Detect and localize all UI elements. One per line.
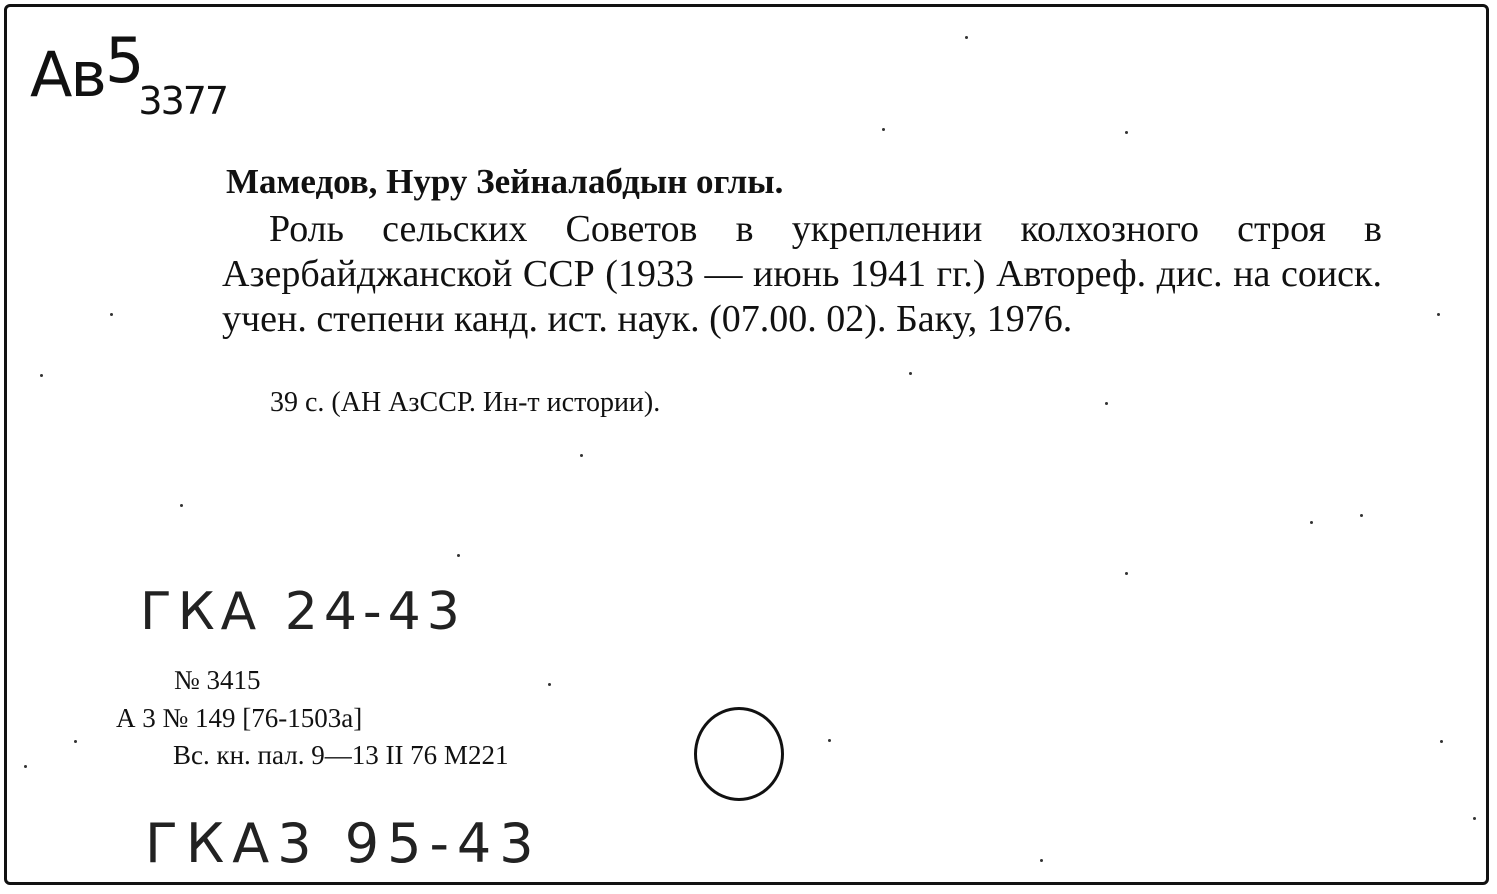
speck (1440, 740, 1443, 743)
speck (1040, 859, 1043, 862)
speck (1473, 817, 1476, 820)
speck (580, 454, 583, 457)
speck (965, 36, 968, 39)
speck (1310, 521, 1313, 524)
print-line-chamber: Вс. кн. пал. 9—13 II 76 М221 (173, 740, 509, 770)
speck (1125, 572, 1128, 575)
speck (457, 554, 460, 557)
shelfmark-prefix: Ав (30, 38, 105, 111)
speck (40, 374, 43, 377)
speck (110, 313, 113, 316)
shelfmark-number-top: 5 (104, 24, 143, 97)
speck (1125, 131, 1128, 134)
shelfmark-handwritten (30, 24, 228, 123)
speck (24, 765, 27, 768)
speck (548, 683, 551, 686)
handwritten-mark-1: ГКА 24-43 (140, 582, 466, 642)
print-line-number: № 3415 (174, 665, 261, 695)
handwritten-mark-2: ГКА3 95-43 (145, 812, 542, 875)
stamp-circle (694, 707, 784, 801)
speck (882, 128, 885, 131)
speck (1437, 313, 1440, 316)
shelfmark-number-sub: 3377 (138, 79, 228, 123)
speck (180, 504, 183, 507)
speck (74, 740, 77, 743)
speck (909, 372, 912, 375)
speck (1105, 402, 1108, 405)
print-line-register: А 3 № 149 [76-1503а] (116, 703, 363, 733)
bibliographic-entry: Роль сельских Советов в укреплении колхозного строя в Азербайджанской ССР (1933 — июнь 1941 гг.) Автореф. дис. на соиск. учен. степени канд. ист. наук. (07.00. 02). Баку, 1976. (222, 208, 1382, 340)
author-heading: Мамедов, Нуру Зейналабдын оглы. (226, 162, 784, 201)
physical-description: 39 с. (АН АзССР. Ин-т истории). (270, 387, 661, 418)
speck (1360, 514, 1363, 517)
speck (828, 739, 831, 742)
